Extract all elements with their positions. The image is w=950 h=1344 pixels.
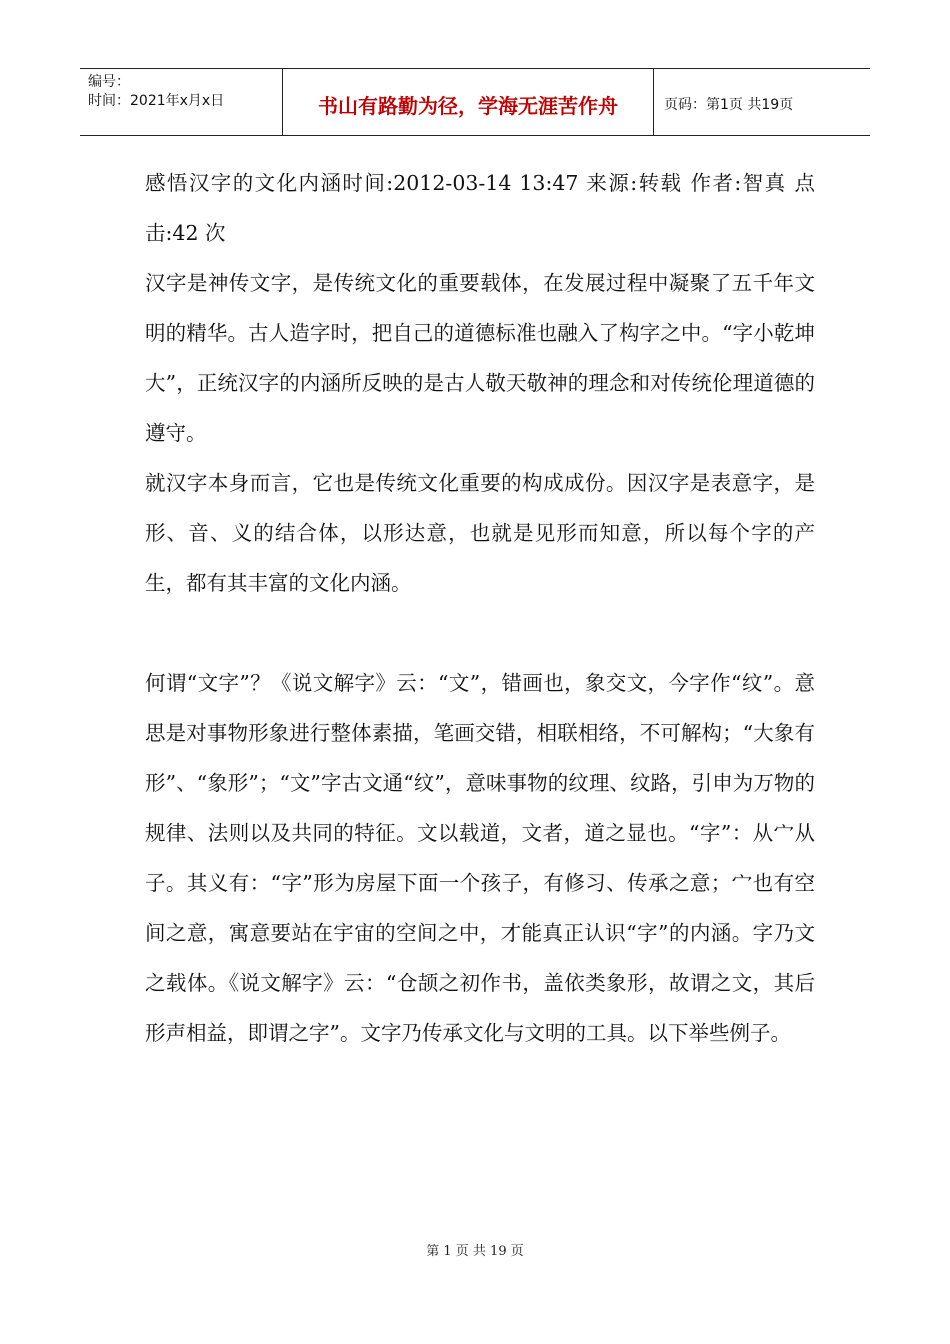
paragraph: 汉字是神传文字，是传统文化的重要载体，在发展过程中凝聚了五千年文明的精华。古人造字时，把自己的道德标准也融入了构字之中。“字小乾坤大”，正统汉字的内涵所反映的是古人敬天敬神的理念和对传统伦理道德的遵守。 <box>145 271 815 445</box>
header-page-info: 页码：第1页 共19页 <box>664 97 794 113</box>
footer-page-number: 第 1 页 共 19 页 <box>426 1244 524 1259</box>
date-label: 时间：2021年x月x日 <box>88 93 225 109</box>
document-header <box>80 68 870 136</box>
page-footer <box>0 1240 950 1259</box>
header-motto: 书山有路勤为径，学海无涯苦作舟 <box>318 93 618 118</box>
paragraph: 何谓“文字”？《说文解字》云：“文”，错画也，象交文，今字作“纹”。意思是对事物形象进行整体素描，笔画交错，相联相络，不可解构；“大象有形”、“象形”；“文”字古文通“纹”，意味事物的纹理、纹路，引申为万物的规律、法则以及共同的特征。文以载道，文者，道之显也。“字”：从宀从子。其义有：“字”形为房屋下面一个孩子，有修习、传承之意；宀也有空间之意，寓意要站在宇宙的空间之中，才能真正认识“字”的内涵。字乃文之载体。《说文解字》云：“仓颉之初作书，盖依类象形，故谓之文，其后形声相益，即谓之字”。文字乃传承文化与文明的工具。以下举些例子。 <box>145 671 815 1045</box>
paragraph: 就汉字本身而言，它也是传统文化重要的构成成份。因汉字是表意字，是形、音、义的结合体，以形达意，也就是见形而知意，所以每个字的产生，都有其丰富的文化内涵。 <box>145 471 815 595</box>
article-title-line: 感悟汉字的文化内涵时间:2012-03-14 13:47 来源:转载 作者:智真 点击:42 次 <box>145 171 815 245</box>
header-motto-cell <box>283 69 654 135</box>
header-meta-cell <box>80 69 283 135</box>
paragraph-spacer <box>145 608 815 658</box>
serial-number-label: 编号： <box>88 74 130 90</box>
article-body <box>145 158 815 1058</box>
header-page-cell <box>654 69 870 135</box>
